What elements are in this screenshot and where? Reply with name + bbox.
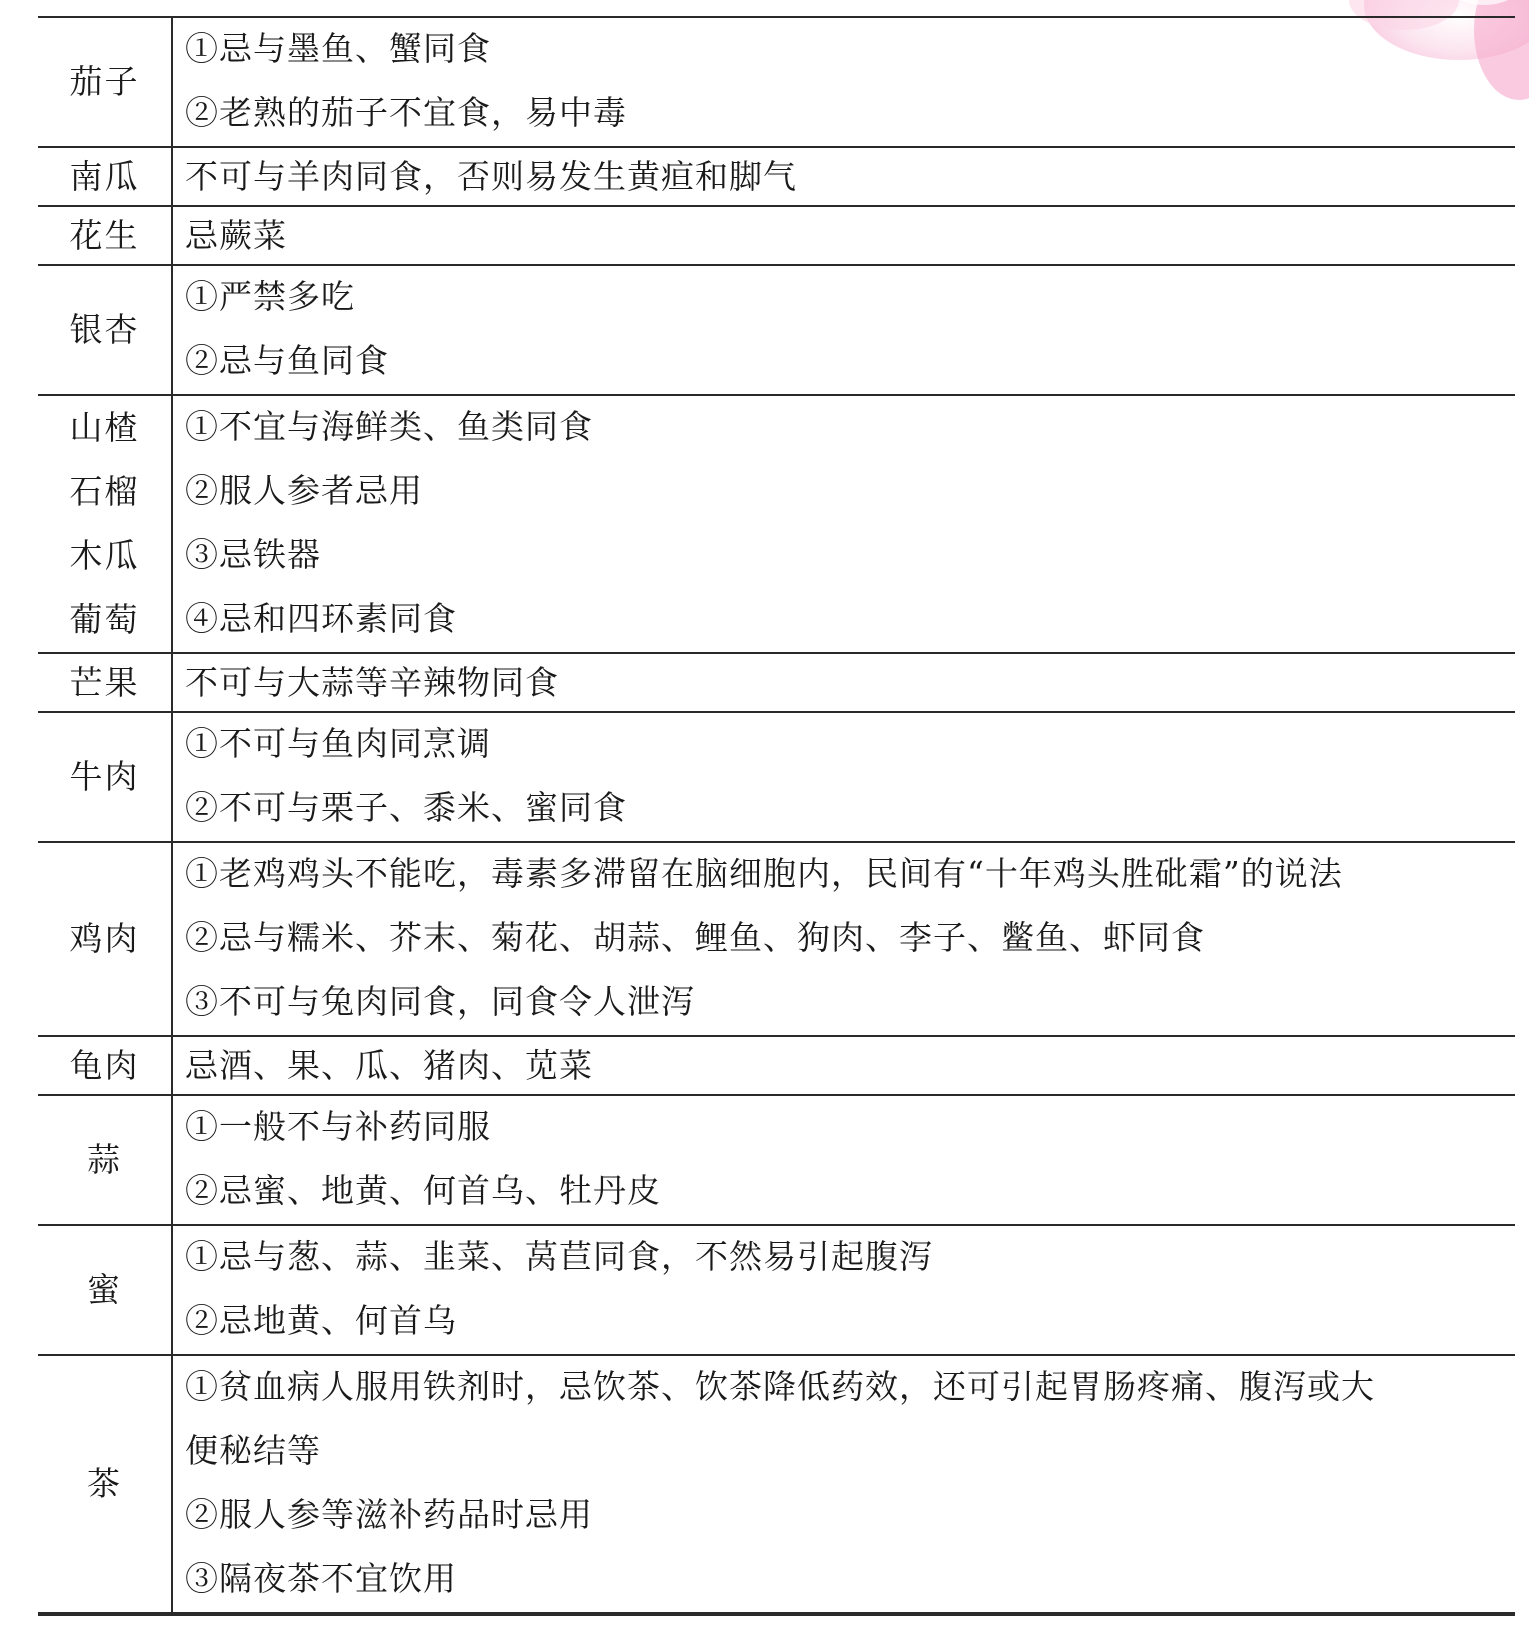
food-name: 鸡肉 — [69, 919, 140, 958]
taboo-rule: ①贫血病人服用铁剂时，忌饮茶、饮茶降低药效，还可引起胃肠疼痛、腹泻或大 — [185, 1367, 1375, 1406]
taboo-rule: ②服人参等滋补药品时忌用 — [185, 1495, 593, 1534]
taboo-rule: ①不宜与海鲜类、鱼类同食 — [185, 407, 593, 446]
taboo-rules-cell — [172, 147, 1515, 206]
taboo-rule: ②忌地黄、何首乌 — [185, 1301, 457, 1340]
food-name-cell — [38, 265, 172, 395]
table-row — [38, 1225, 1515, 1355]
food-name-cell — [38, 147, 172, 206]
taboo-rules-cell — [172, 1036, 1515, 1095]
food-name-cell — [38, 17, 172, 147]
taboo-rules-cell — [172, 653, 1515, 712]
food-name-cell — [38, 1036, 172, 1095]
food-name-cell — [38, 842, 172, 1036]
food-name: 龟肉 — [69, 1046, 140, 1085]
taboo-rule: 不可与羊肉同食，否则易发生黄疸和脚气 — [185, 157, 797, 196]
taboo-rule: 不可与大蒜等辛辣物同食 — [185, 663, 559, 702]
food-name-cell — [38, 1095, 172, 1225]
taboo-rule: ③不可与兔肉同食，同食令人泄泻 — [185, 982, 695, 1021]
taboo-rule: ②不可与栗子、黍米、蜜同食 — [185, 788, 627, 827]
food-name: 石榴 — [69, 472, 140, 511]
taboo-rules-cell — [172, 17, 1515, 147]
food-name: 木瓜 — [69, 536, 140, 575]
table-row — [38, 842, 1515, 1036]
food-name-cell — [38, 1355, 172, 1614]
taboo-rule: ①一般不与补药同服 — [185, 1107, 491, 1146]
taboo-rule: ①忌与墨鱼、蟹同食 — [185, 29, 491, 68]
table-row — [38, 653, 1515, 712]
food-name-cell — [38, 712, 172, 842]
taboo-rules-cell — [172, 712, 1515, 842]
food-taboo-table — [38, 16, 1515, 1616]
taboo-rule: 忌蕨菜 — [185, 216, 287, 255]
taboo-rule: ②忌蜜、地黄、何首乌、牡丹皮 — [185, 1171, 661, 1210]
food-name: 茄子 — [69, 62, 140, 101]
food-name: 茶 — [87, 1464, 122, 1503]
table-row — [38, 17, 1515, 147]
taboo-rules-cell — [172, 265, 1515, 395]
food-name: 牛肉 — [69, 757, 140, 796]
taboo-rule: ②老熟的茄子不宜食，易中毒 — [185, 93, 627, 132]
taboo-rule: ②忌与鱼同食 — [185, 341, 389, 380]
food-name: 蜜 — [87, 1270, 122, 1309]
food-name: 葡萄 — [69, 600, 140, 639]
food-name: 山楂 — [69, 408, 140, 447]
taboo-rule: ②服人参者忌用 — [185, 471, 423, 510]
table-row — [38, 206, 1515, 265]
taboo-rule: ③忌铁器 — [185, 535, 321, 574]
food-name-cell — [38, 206, 172, 265]
taboo-rule: ①老鸡鸡头不能吃，毒素多滞留在脑细胞内，民间有“十年鸡头胜砒霜”的说法 — [185, 854, 1343, 893]
taboo-rules-cell — [172, 1225, 1515, 1355]
table-row — [38, 1095, 1515, 1225]
table-row — [38, 265, 1515, 395]
table-body — [38, 17, 1515, 1614]
taboo-rule: 忌酒、果、瓜、猪肉、苋菜 — [185, 1046, 593, 1085]
taboo-rules-cell — [172, 1095, 1515, 1225]
taboo-rule: ③隔夜茶不宜饮用 — [185, 1559, 457, 1598]
taboo-rule: ④忌和四环素同食 — [185, 599, 457, 638]
food-name-cell — [38, 395, 172, 653]
taboo-rule: ①严禁多吃 — [185, 277, 355, 316]
food-name: 南瓜 — [69, 157, 140, 196]
food-name: 银杏 — [69, 310, 140, 349]
food-name: 花生 — [69, 216, 140, 255]
food-name: 蒜 — [87, 1140, 122, 1179]
taboo-rules-cell — [172, 842, 1515, 1036]
table-row — [38, 1036, 1515, 1095]
table-row — [38, 147, 1515, 206]
taboo-rules-cell — [172, 1355, 1515, 1614]
taboo-rule: ②忌与糯米、芥末、菊花、胡蒜、鲤鱼、狗肉、李子、鳖鱼、虾同食 — [185, 918, 1205, 957]
taboo-rule: 便秘结等 — [185, 1431, 321, 1470]
table-row — [38, 712, 1515, 842]
table-row — [38, 1355, 1515, 1614]
food-name-cell — [38, 653, 172, 712]
taboo-rules-cell — [172, 395, 1515, 653]
food-name-cell — [38, 1225, 172, 1355]
taboo-rules-cell — [172, 206, 1515, 265]
food-name: 芒果 — [69, 663, 140, 702]
table-row — [38, 395, 1515, 653]
taboo-rule: ①不可与鱼肉同烹调 — [185, 724, 491, 763]
taboo-rule: ①忌与葱、蒜、韭菜、莴苣同食，不然易引起腹泻 — [185, 1237, 933, 1276]
